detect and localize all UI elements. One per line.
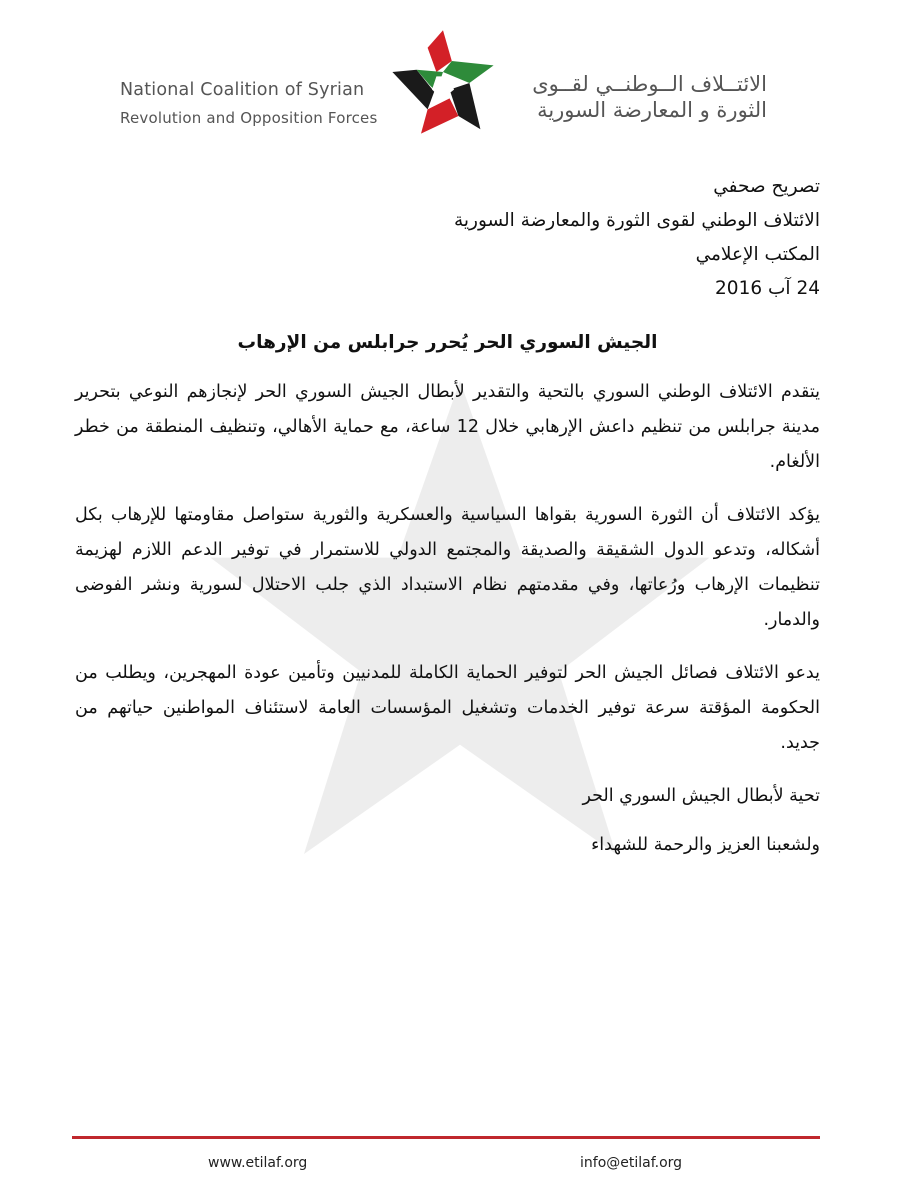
doc-type: تصريح صحفي — [713, 176, 820, 197]
closing-line: ولشعبنا العزيز والرحمة للشهداء — [591, 835, 820, 855]
org-name-english — [120, 80, 390, 127]
footer-email-link[interactable]: info@etilaf.org — [580, 1155, 683, 1171]
footer-divider — [72, 1136, 820, 1139]
org-name-arabic-line2: الثورة و المعارضة السورية — [537, 98, 767, 122]
letterhead — [0, 28, 907, 148]
paragraph: يؤكد الائتلاف أن الثورة السورية بقواها السياسية والعسكرية والثورية ستواصل مقاومتها للإرهاب بكل أشكاله، وتدعو الدول الشقيقة والصديقة والمجتمع الدولي للاستمرار في توفير الدعم اللازم لهزيمة تنظيمات الإرهاب ورُعاتها، وفي مقدمتهم نظام الاستبداد الذي جلب الاحتلال لسورية ونشر الفوضى والدمار. — [75, 505, 820, 630]
org-name-english-line1: National Coalition of Syrian — [120, 80, 365, 100]
paragraph: يدعو الائتلاف فصائل الجيش الحر لتوفير الحماية الكاملة للمدنيين وتأمين عودة المهجرين، ويطلب من الحكومة المؤقتة سرعة توفير الخدمات وتشغيل المؤسسات العامة لاستئناف المواطنين حياتهم من جديد. — [75, 663, 820, 753]
press-release-body — [75, 170, 820, 877]
paragraph: يتقدم الائتلاف الوطني السوري بالتحية والتقدير لأبطال الجيش السوري الحر لإنجازهم النوعي بتحرير مدينة جرابلس من تنظيم داعش الإرهابي خلال 12 ساعة، مع حماية الأهالي، وتنظيف المنطقة من خطر الألغام. — [75, 382, 820, 472]
org-name-english-line2: Revolution and Opposition Forces — [120, 109, 378, 127]
org-name-arabic — [497, 72, 767, 122]
issuer-office: المكتب الإعلامي — [695, 244, 820, 265]
footer-website-link[interactable]: www.etilaf.org — [208, 1155, 308, 1171]
coalition-star-logo — [388, 28, 498, 138]
doc-title: الجيش السوري الحر يُحرر جرابلس من الإرهاب — [237, 332, 658, 353]
closing-line: تحية لأبطال الجيش السوري الحر — [582, 786, 820, 806]
org-name-arabic-line1: الائتــلاف الــوطنــي لقــوى — [532, 72, 767, 96]
doc-date: 24 آب 2016 — [715, 278, 820, 299]
issuer-name: الائتلاف الوطني لقوى الثورة والمعارضة السورية — [453, 210, 820, 231]
